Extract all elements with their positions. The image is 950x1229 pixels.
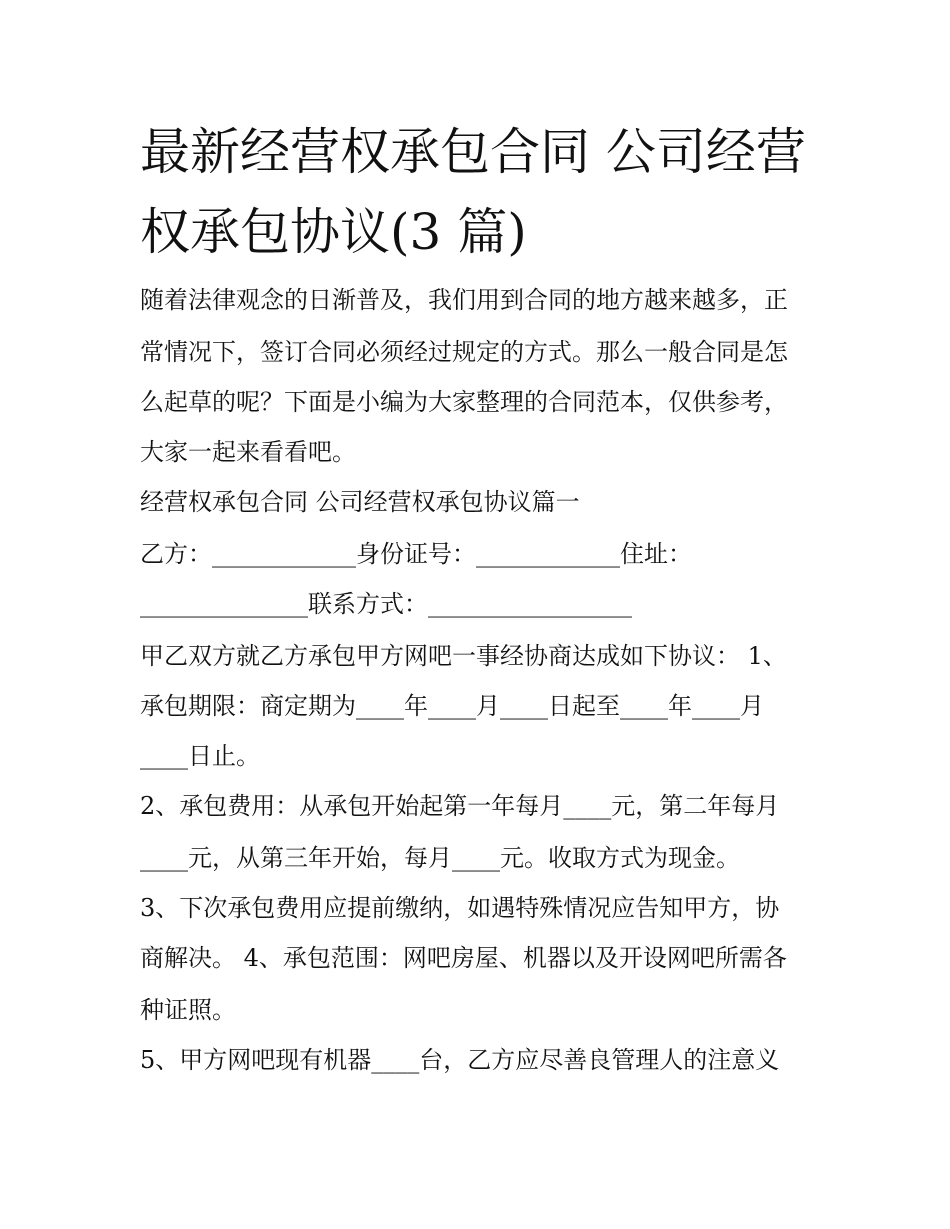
body-line: ____元，从第三年开始，每月____元。收取方式为现金。: [140, 844, 740, 872]
section-heading: 经营权承包合同 公司经营权承包协议篇一: [140, 488, 580, 516]
body-line: 甲乙双方就乙方承包甲方网吧一事经协商达成如下协议： 1、: [140, 642, 787, 670]
body-line: 随着法律观念的日渐普及，我们用到合同的地方越来越多，正: [140, 286, 788, 314]
body-line: 常情况下，签订合同必须经过规定的方式。那么一般合同是怎: [140, 338, 788, 366]
document-title: 最新经营权承包合同 公司经营 权承包协议(3 篇): [140, 123, 806, 261]
body-line: 乙方：____________身份证号：____________住址：: [140, 540, 692, 568]
body-line: ____日止。: [140, 742, 260, 770]
body-line: 大家一起来看看吧。: [140, 438, 356, 466]
body-line: ______________联系方式：_________________: [140, 590, 632, 618]
body-line: 3、下次承包费用应提前缴纳，如遇特殊情况应告知甲方，协: [140, 894, 780, 922]
body-line: 承包期限：商定期为____年____月____日起至____年____月: [140, 692, 764, 720]
body-line: 2、承包费用：从承包开始起第一年每月____元，第二年每月: [140, 792, 780, 820]
body-line: 种证照。: [140, 996, 236, 1024]
body-line: 商解决。 4、承包范围：网吧房屋、机器以及开设网吧所需各: [140, 944, 787, 972]
body-line: 么起草的呢？下面是小编为大家整理的合同范本，仅供参考，: [140, 388, 788, 416]
body-line: 5、甲方网吧现有机器____台，乙方应尽善良管理人的注意义: [140, 1046, 780, 1074]
